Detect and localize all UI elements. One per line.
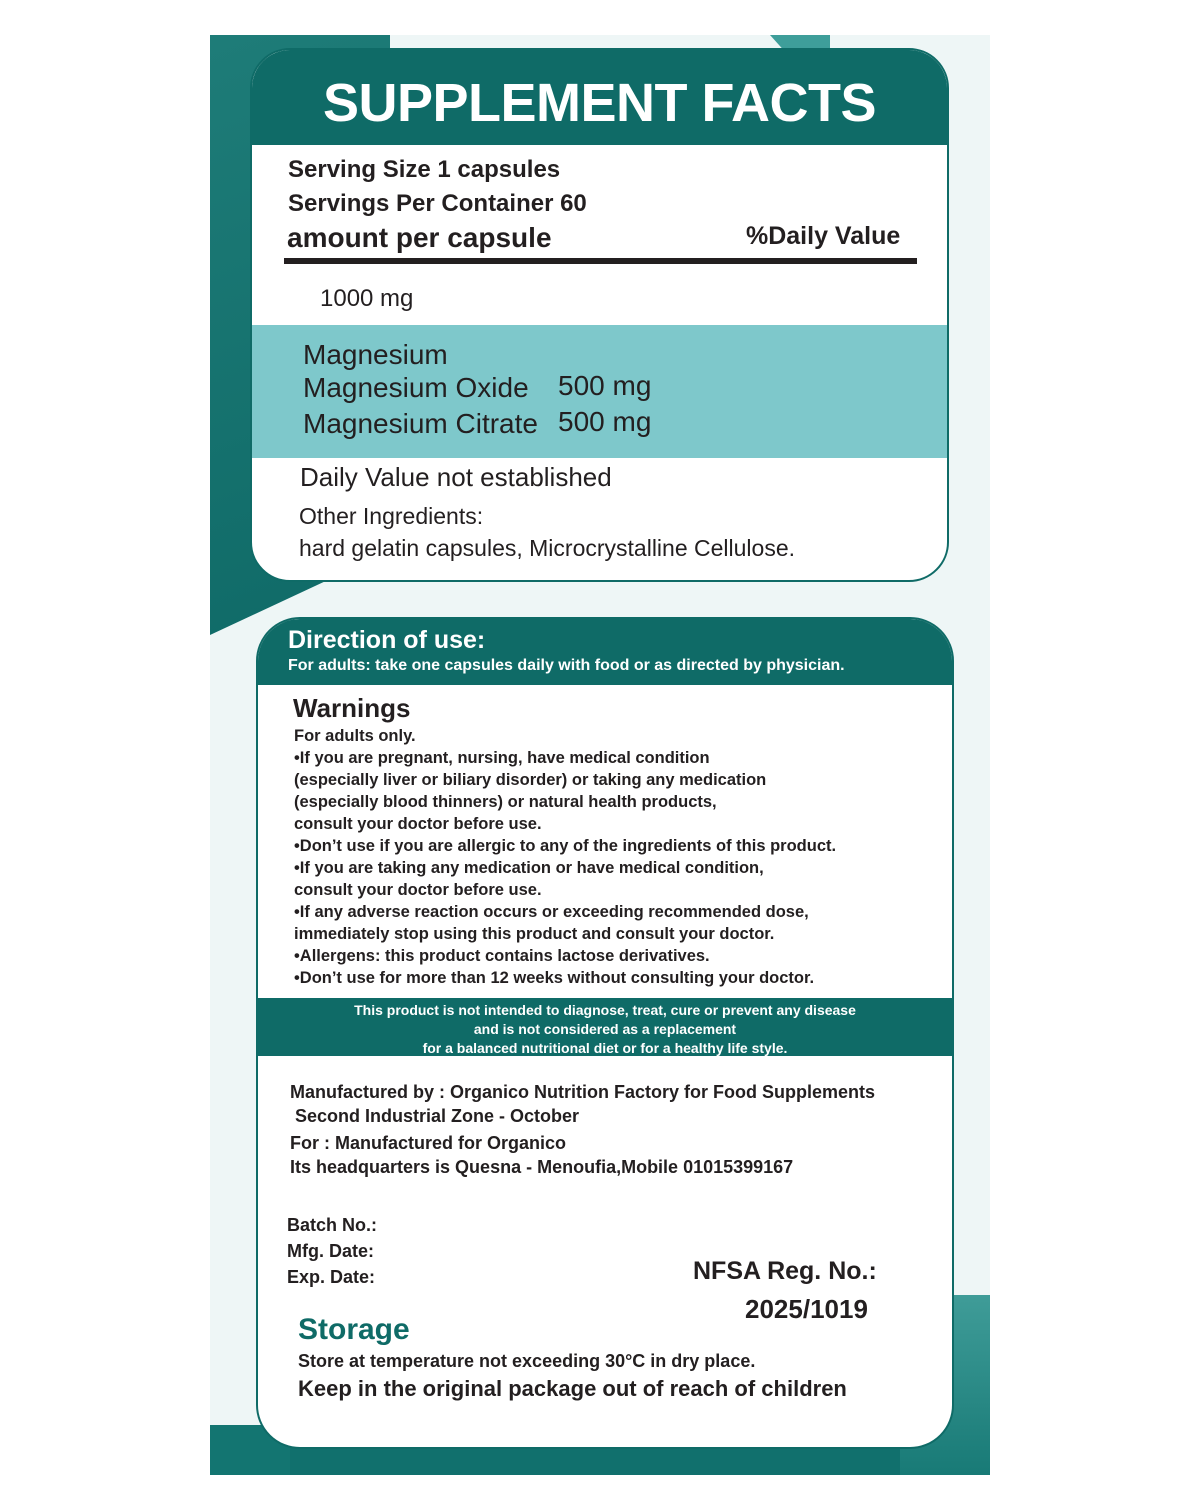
warning-line: (especially liver or biliary disorder) or taking any medication	[294, 771, 767, 789]
warning-line: •If you are pregnant, nursing, have medical condition	[294, 749, 710, 767]
direction-text: For adults: take one capsules daily with food or as directed by physician.	[288, 657, 845, 674]
warning-line: For adults only.	[294, 727, 416, 745]
warning-line: •Don’t use for more than 12 weeks without consulting your doctor.	[294, 969, 815, 987]
daily-value-heading: %Daily Value	[746, 222, 901, 250]
servings-per-container: Servings Per Container 60	[288, 190, 587, 217]
manufacturer-line-1: Manufactured by : Organico Nutrition Factory for Food Supplements	[290, 1082, 876, 1102]
nutrient-group-name: Magnesium	[303, 339, 448, 370]
manufacturer-line-3: For : Manufactured for Organico	[290, 1133, 567, 1153]
warning-line: (especially blood thinners) or natural health products,	[294, 793, 717, 811]
warning-line: immediately stop using this product and consult your doctor.	[294, 925, 775, 943]
amount-per-capsule-heading: amount per capsule	[287, 222, 552, 253]
storage-title: Storage	[298, 1313, 410, 1346]
storage-child-warning: Keep in the original package out of reach of children	[298, 1376, 847, 1401]
supplement-facts-title: SUPPLEMENT FACTS	[322, 73, 877, 133]
nutrient-citrate-amount: 500 mg	[558, 406, 652, 437]
nutrient-oxide-name: Magnesium Oxide	[303, 372, 529, 403]
nutrient-oxide-amount: 500 mg	[558, 370, 652, 401]
disclaimer-line: This product is not intended to diagnose, treat, cure or prevent any disease	[354, 1002, 856, 1018]
warning-line: consult your doctor before use.	[294, 815, 542, 833]
exp-date-label: Exp. Date:	[287, 1267, 376, 1287]
batch-number-label: Batch No.:	[287, 1215, 377, 1235]
warning-line: •Allergens: this product contains lactose derivatives.	[294, 947, 710, 965]
warnings-list	[294, 725, 836, 989]
disclaimer-band	[258, 998, 952, 1056]
disclaimer-line: for a balanced nutritional diet or for a healthy life style.	[422, 1040, 788, 1056]
warnings-title: Warnings	[293, 693, 411, 723]
direction-header	[258, 619, 952, 685]
registration-number: 2025/1019	[745, 1294, 868, 1324]
total-amount: 1000 mg	[320, 285, 414, 312]
direction-title: Direction of use:	[288, 626, 486, 654]
serving-size: Serving Size 1 capsules	[288, 156, 561, 183]
warning-line: •If any adverse reaction occurs or exceeding recommended dose,	[294, 903, 809, 921]
facts-divider	[284, 258, 917, 264]
warning-line: •If you are taking any medication or have medical condition,	[294, 859, 764, 877]
warning-line: •Don’t use if you are allergic to any of the ingredients of this product.	[294, 837, 837, 855]
other-ingredients-label: Other Ingredients:	[299, 503, 484, 529]
daily-value-note: Daily Value not established	[300, 462, 612, 492]
supplement-facts-header	[252, 50, 947, 145]
disclaimer-line: and is not considered as a replacement	[473, 1021, 737, 1037]
manufacturer-line-4: Its headquarters is Quesna - Menoufia,Mobile 01015399167	[290, 1157, 794, 1177]
storage-instruction: Store at temperature not exceeding 30°C in dry place.	[298, 1351, 756, 1371]
registration-label: NFSA Reg. No.:	[693, 1257, 877, 1285]
other-ingredients-list: hard gelatin capsules, Microcrystalline Cellulose.	[299, 535, 796, 561]
mfg-date-label: Mfg. Date:	[287, 1241, 374, 1261]
nutrient-citrate-name: Magnesium Citrate	[303, 408, 538, 439]
directions-panel	[256, 617, 954, 1449]
warning-line: consult your doctor before use.	[294, 881, 542, 899]
manufacturer-line-2: Second Industrial Zone - October	[295, 1106, 580, 1126]
supplement-facts-panel	[250, 48, 949, 582]
